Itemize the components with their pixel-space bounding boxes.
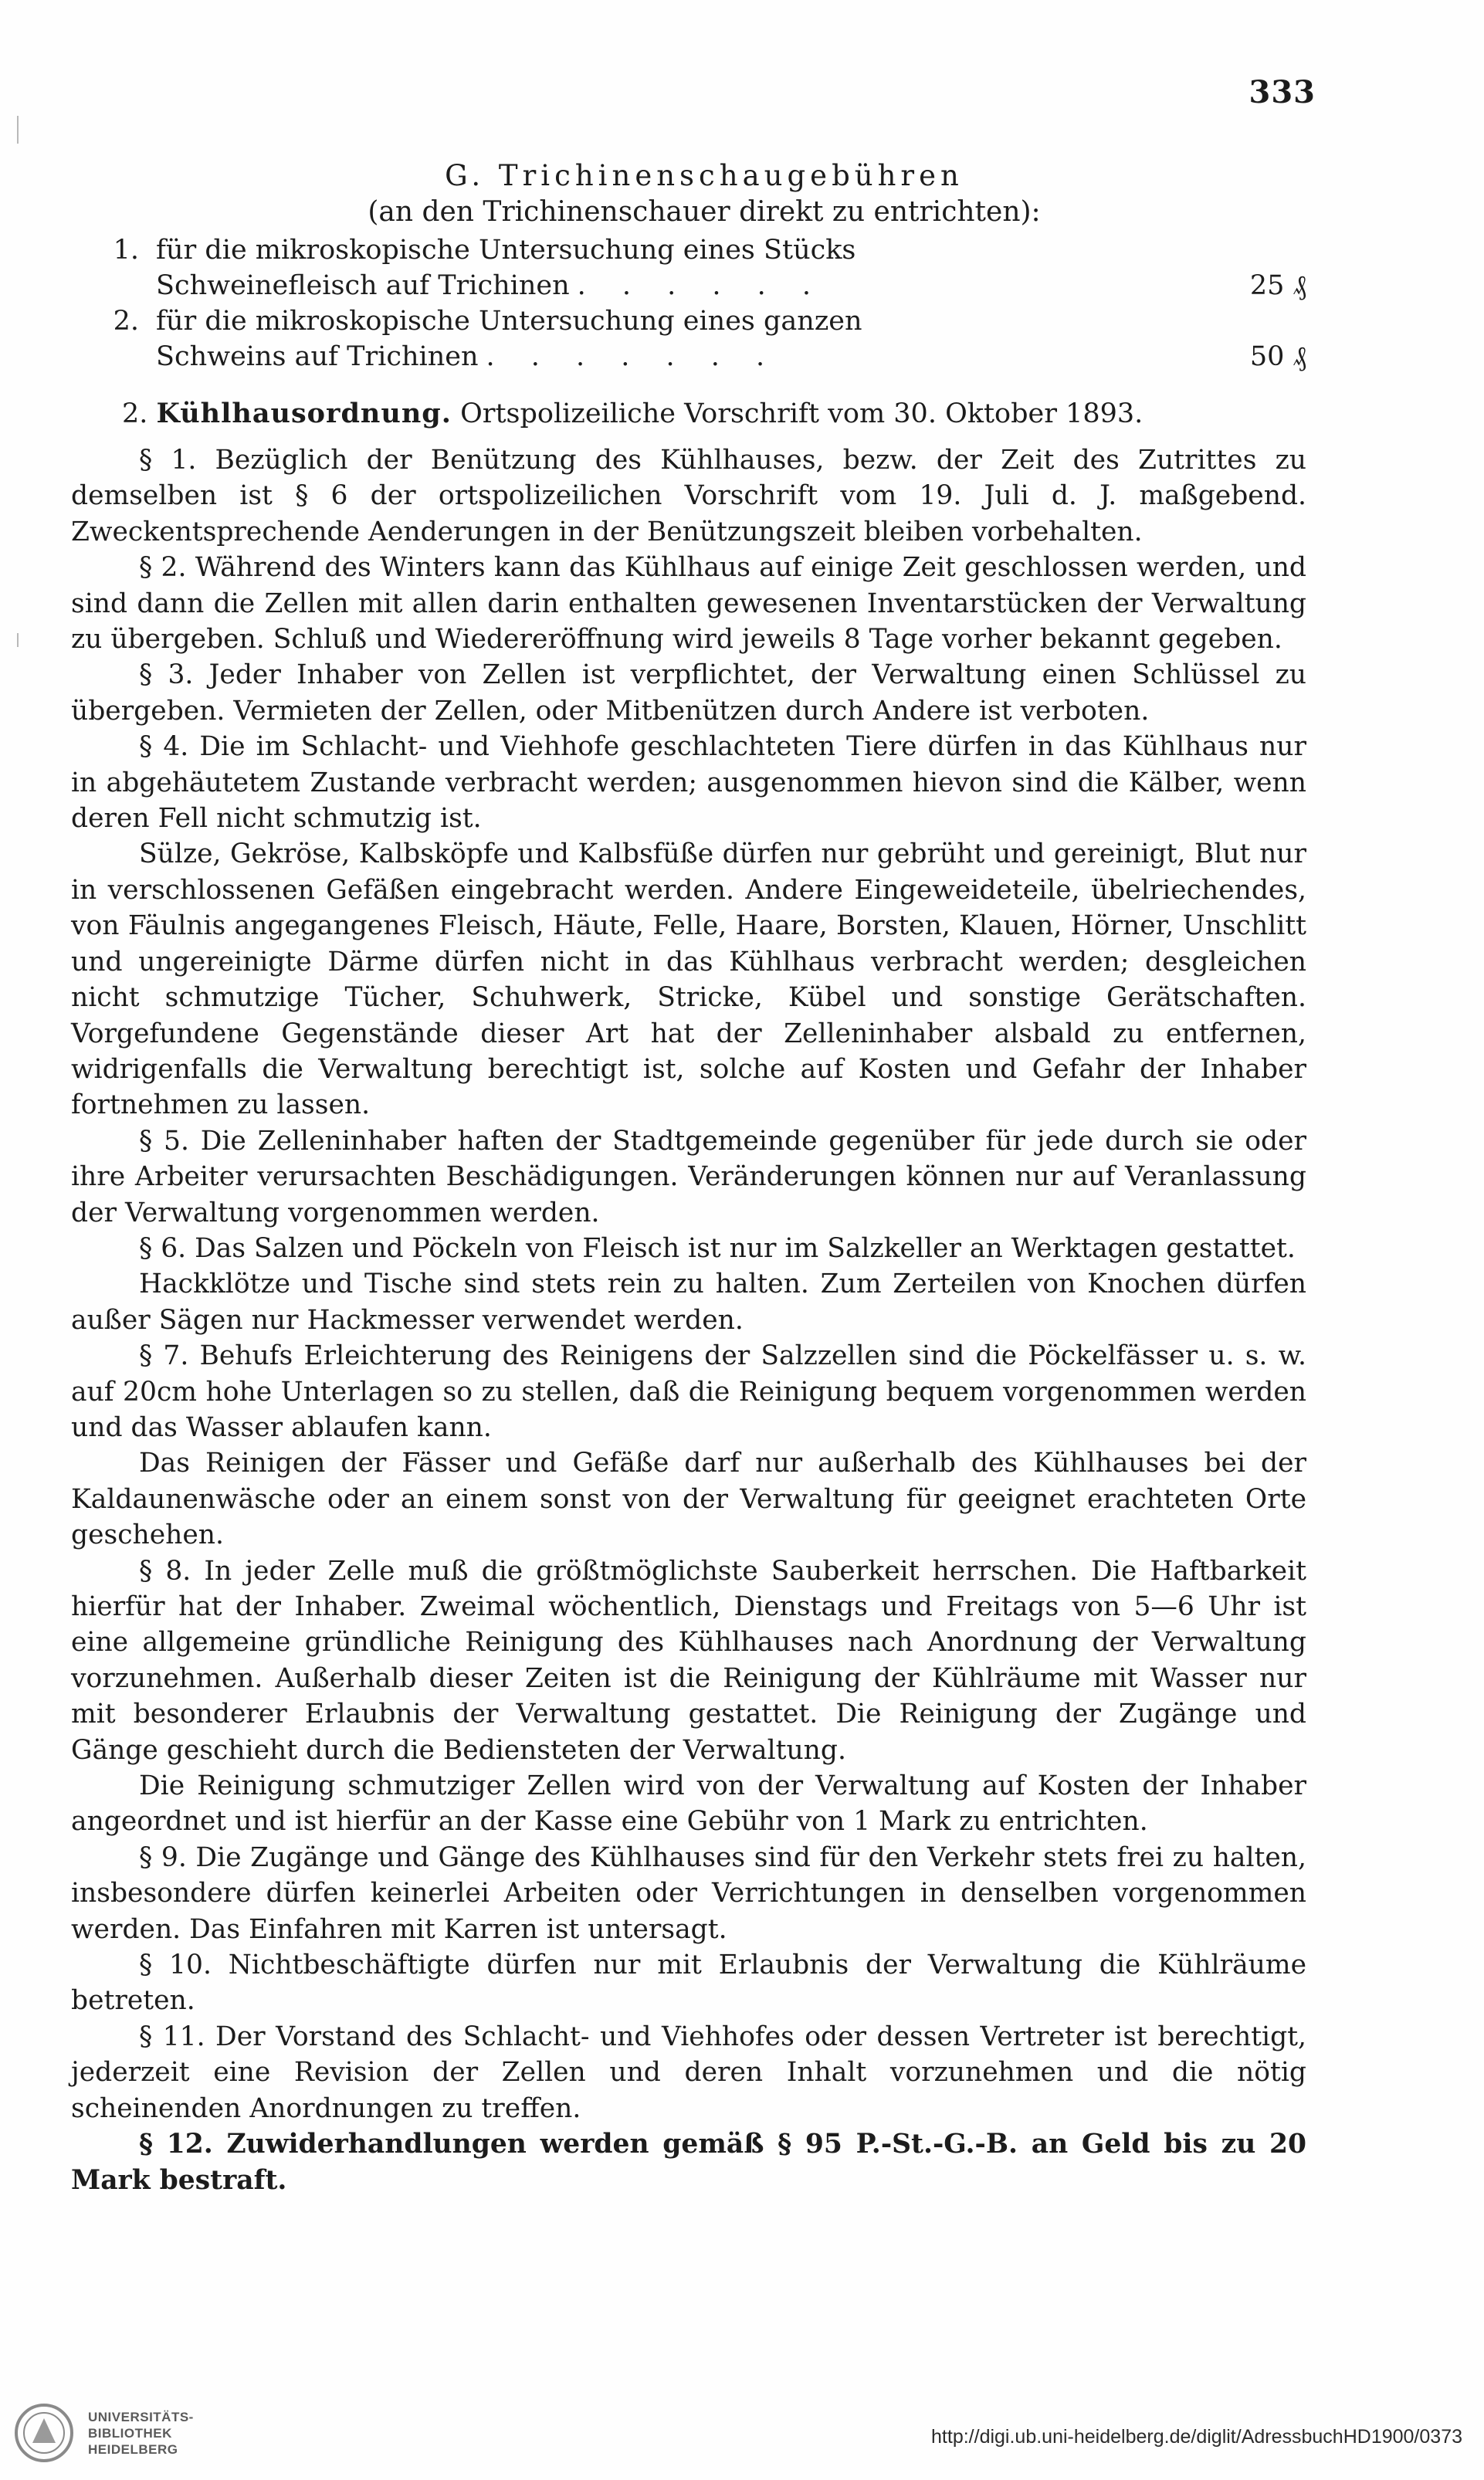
leader-dots: . . . . . . .: [486, 341, 779, 372]
library-seal-icon: [14, 2403, 74, 2463]
paragraph: § 7. Behufs Erleichterung des Reinigens der Salzzellen sind die Pöckelfässer u. s. w. auf 20cm hohe Unterlagen so zu stellen, daß die Reinigung bequem vorgenommen werden und das Wasser ablaufen kann.: [71, 1340, 1306, 1443]
section-title: Kühlhausordnung.: [156, 398, 452, 429]
library-logo: [14, 2403, 194, 2463]
paragraph: § 5. Die Zelleninhaber haften der Stadtgemeinde gegenüber für jede durch sie oder ihre Arbeiter verursachten Beschädigungen. Veränderungen können nur auf Veranlassung der Verwaltung vorgenommen werden.: [71, 1125, 1306, 1228]
paragraph: § 6. Das Salzen und Pöckeln von Fleisch ist nur im Salzkeller an Werktagen gestattet.: [139, 1232, 1296, 1264]
fee-item-description-cont: Schweins auf Trichinen: [156, 341, 479, 372]
section-number: 2.: [122, 398, 148, 429]
paragraph: § 10. Nichtbeschäftigte dürfen nur mit Erlaubnis der Verwaltung die Kühlräume betreten.: [71, 1950, 1306, 2017]
fee-item-description-cont: Schweinefleisch auf Trichinen: [156, 270, 570, 301]
library-name-line: UNIVERSITÄTS-: [88, 2409, 194, 2424]
paragraph: Sülze, Gekröse, Kalbsköpfe und Kalbsfüße dürfen nur gebrüht und gereinigt, Blut nur in verschlossenen Gefäßen eingebracht werden. Andere Eingeweideteile, übelriechendes, von Fäulnis angegangenes Fleisch, Häute, Felle, Haare, Borsten, Klauen, Hörner, Unschlitt und ungereinigte Därme dürfen nicht in das Kühlhaus verbracht werden; desgleichen nicht schmutzige Tücher, Schuhwerk, Stricke, Kübel und sonstige Gerätschaften. Vorgefundene Gegenstände dieser Art hat der Zelleninhaber alsbald zu entfernen, widrigenfalls die Verwaltung berechtigt ist, solche auf Kosten und Gefahr der Inhaber fortnehmen zu lassen.: [71, 839, 1306, 1121]
fee-item-number: 1.: [113, 235, 139, 266]
page-number: 333: [1249, 74, 1316, 110]
paragraph: Die Reinigung schmutziger Zellen wird von der Verwaltung auf Kosten der Inhaber angeordnet und ist hierfür an der Kasse eine Gebühr von 1 Mark zu entrichten.: [71, 1770, 1306, 1838]
source-url[interactable]: http://digi.ub.uni-heidelberg.de/diglit/AdressbuchHD1900/0373: [931, 2426, 1462, 2448]
fee-item-price: 25 ₰: [1249, 270, 1306, 301]
fee-section-subtitle: (an den Trichinenschauer direkt zu entrichten):: [368, 196, 1041, 228]
footer: [0, 2380, 1484, 2480]
paragraph: § 4. Die im Schlacht- und Viehhofe geschlachteten Tiere dürfen in das Kühlhaus nur in abgehäutetem Zustande verbracht werden; ausgenommen hievon sind die Kälber, wenn deren Fell nicht schmutzig ist.: [71, 731, 1306, 835]
paragraph: Hackklötze und Tische sind stets rein zu halten. Zum Zerteilen von Knochen dürfen außer Sägen nur Hackmesser verwendet werden.: [71, 1269, 1306, 1336]
paragraph: § 3. Jeder Inhaber von Zellen ist verpflichtet, der Verwaltung einen Schlüssel zu übergeben. Vermieten der Zellen, oder Mitbenützen durch Andere ist verboten.: [71, 659, 1306, 727]
fee-item: [71, 232, 1306, 303]
paragraph: § 8. In jeder Zelle muß die größtmöglichste Sauberkeit herrschen. Die Haftbarkeit hierfür hat der Inhaber. Zweimal wöchentlich, Dienstags und Freitags von 5—6 Uhr ist eine allgemeine gründliche Reinigung des Kühlhauses nach Anordnung der Verwaltung vorzunehmen. Außerhalb dieser Zeiten ist die Reinigung der Kühlräume mit Wasser nur mit besonderer Erlaubnis der Verwaltung gestattet. Die Reinigung der Zugänge und Gänge geschieht durch die Bediensteten der Verwaltung.: [71, 1555, 1306, 1766]
page-body: [71, 158, 1306, 2198]
paragraph: § 12. Zuwiderhandlungen werden gemäß § 95 P.-St.-G.-B. an Geld bis zu 20 Mark bestraft.: [71, 2129, 1306, 2196]
library-name-line: BIBLIOTHEK: [88, 2425, 172, 2441]
fee-list: [71, 232, 1306, 374]
scan-artifact: [17, 633, 19, 647]
fee-item: [71, 303, 1306, 374]
scan-artifact: [17, 116, 19, 144]
section-subtitle: Ortspolizeiliche Vorschrift vom 30. Oktober 1893.: [460, 398, 1143, 429]
fee-item-description: für die mikroskopische Untersuchung eines Stücks: [156, 235, 856, 266]
library-name: [88, 2409, 194, 2458]
fee-item-number: 2.: [113, 306, 139, 337]
paragraph: § 11. Der Vorstand des Schlacht- und Viehhofes oder dessen Vertreter ist berechtigt, jederzeit eine Revision der Zellen und deren Inhalt vorzunehmen und die nötig scheinenden Anordnungen zu treffen.: [71, 2021, 1306, 2124]
section-heading: [71, 396, 1306, 432]
regulation-text: [71, 442, 1306, 2198]
paragraph: § 2. Während des Winters kann das Kühlhaus auf einige Zeit geschlossen werden, und sind dann die Zellen mit allen darin enthalten gewesenen Inventarstücken der Verwaltung zu übergeben. Schluß und Wiedereröffnung wird jeweils 8 Tage vorher bekannt gegeben.: [71, 552, 1306, 656]
paragraph: Das Reinigen der Fässer und Gefäße darf nur außerhalb des Kühlhauses bei der Kaldaunenwäsche oder an einem sonst von der Verwaltung für geeignet erachteten Orte geschehen.: [71, 1448, 1306, 1551]
library-name-line: HEIDELBERG: [88, 2441, 178, 2457]
paragraph: § 9. Die Zugänge und Gänge des Kühlhauses sind für den Verkehr stets frei zu halten, insbesondere dürfen keinerlei Arbeiten oder Verrichtungen in denselben vorgenommen werden. Das Einfahren mit Karren ist untersagt.: [71, 1841, 1306, 1945]
fee-item-price: 50 ₰: [1249, 341, 1306, 372]
paragraph: § 1. Bezüglich der Benützung des Kühlhauses, bezw. der Zeit des Zutrittes zu demselben ist § 6 der ortspolizeilichen Vorschrift vom 19. Juli d. J. maßgebend. Zweckentsprechende Aenderungen in der Benützungszeit bleiben vorbehalten.: [71, 445, 1306, 547]
leader-dots: . . . . . .: [577, 270, 825, 301]
fee-section-title: G. Trichinenschaugebühren: [445, 159, 964, 192]
fee-item-description: für die mikroskopische Untersuchung eines ganzen: [156, 306, 862, 337]
